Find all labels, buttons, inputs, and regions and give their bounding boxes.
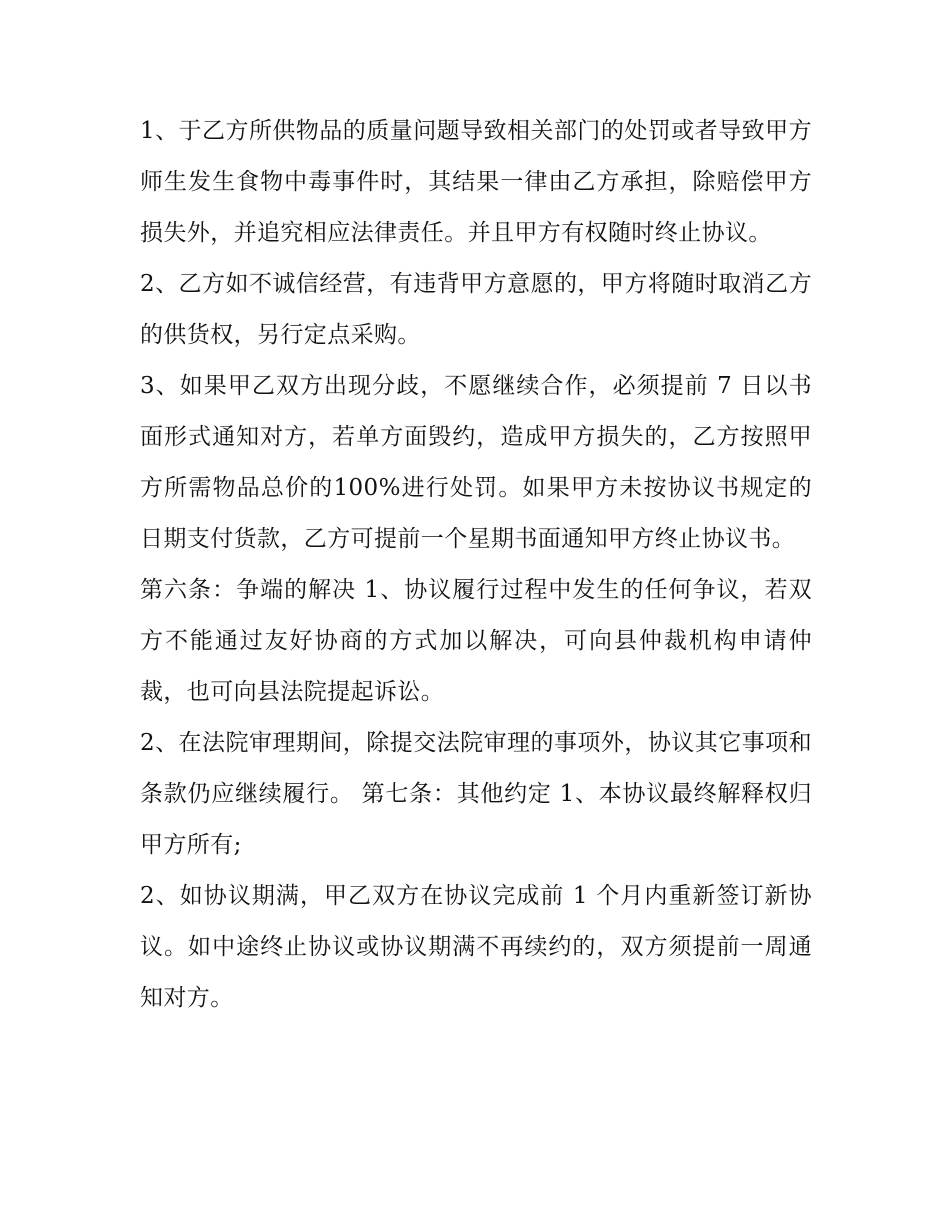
clause-2-integrity: 2、乙方如不诚信经营，有违背甲方意愿的，甲方将随时取消乙方的供货权，另行定点采购。: [140, 271, 812, 348]
clause-2-expiry-renewal: 2、如协议期满，甲乙双方在协议完成前 1 个月内重新签订新协议。如中途终止协议或协议期满不再续约的，双方须提前一周通知对方。: [140, 883, 812, 1011]
clause-3-termination: 3、如果甲乙双方出现分歧，不愿继续合作，必须提前 7 日以书面形式通知对方，若单方面毁约，造成甲方损失的，乙方按照甲方所需物品总价的100%进行处罚。如果甲方未按协议书规定的日期支付货款，乙方可提前一个星期书面通知甲方终止协议书。: [140, 373, 812, 552]
article-6-dispute-resolution: 第六条：争端的解决 1、协议履行过程中发生的任何争议，若双方不能通过友好协商的方式加以解决，可向县仲裁机构申请仲裁，也可向县法院提起诉讼。: [140, 577, 812, 705]
clause-1-quality-liability: 1、于乙方所供物品的质量问题导致相关部门的处罚或者导致甲方师生发生食物中毒事件时，其结果一律由乙方承担，除赔偿甲方损失外，并追究相应法律责任。并且甲方有权随时终止协议。: [140, 118, 812, 246]
clause-2-court-period: 2、在法院审理期间，除提交法院审理的事项外，协议其它事项和条款仍应继续履行。 第七条：其他约定 1、本协议最终解释权归甲方所有;: [140, 730, 812, 858]
document-body: [140, 106, 812, 1024]
